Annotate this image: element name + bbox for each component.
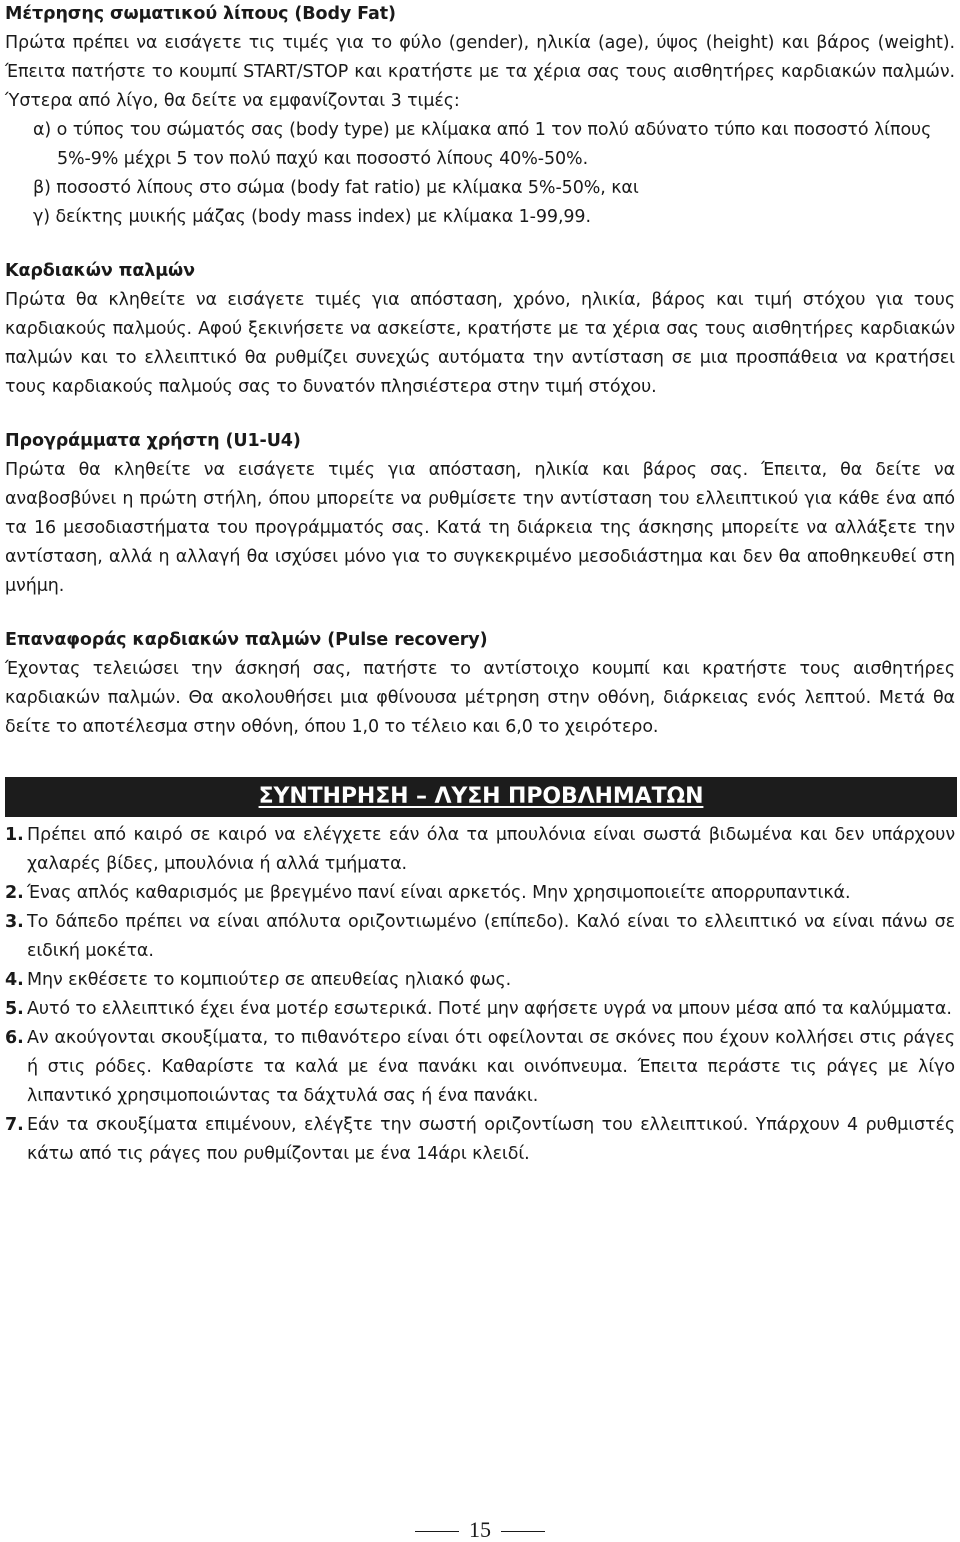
item-number: 4. (5, 970, 24, 990)
section-paragraph: Πρώτα θα κληθείτε να εισάγετε τιμές για απόσταση, χρόνο, ηλικία, βάρος και τιμή στόχου για τους καρδιακούς παλμούς. Αφού ξεκινήσετε να ασκείστε, κρατήστε με τα χέρια σας τους αισθητήρες καρδιακών παλμών και το ελλειπτικό θα ρυθμίζει συνεχώς αυτόματα την αντίσταση σε μια προσπάθεια να κρατήσει τους καρδιακούς παλμούς σας το δυνατόν πλησιέστερα στην τιμή στόχου. (5, 290, 955, 397)
item-number: 1. (5, 825, 24, 845)
footer-rule-right (501, 1531, 545, 1532)
item-text: Εάν τα σκουξίματα επιμένουν, ελέγξτε την σωστή οριζοντίωση του ελλειπτικού. Υπάρχουν 4 ρυθμιστές κάτω από τις ράγες που ρυθμίζονται με ένα 14άρι κλειδί. (27, 1115, 955, 1164)
list-item (5, 1111, 955, 1169)
item-text: Το δάπεδο πρέπει να είναι απόλυτα οριζοντιωμένο (επίπεδο). Καλό είναι το ελλειπτικό να είναι πάνω σε ειδική μοκέτα. (27, 912, 955, 961)
item-number: 2. (5, 883, 24, 903)
section-heading: Επαναφοράς καρδιακών παλμών (Pulse recovery) (5, 630, 488, 650)
section-heading: Μέτρησης σωματικού λίπους (Body Fat) (5, 4, 396, 24)
section-body-fat (5, 0, 955, 232)
item-text: Αυτό το ελλειπτικό έχει ένα μοτέρ εσωτερικά. Ποτέ μην αφήσετε υγρά να μπουν μέσα από τα καλύμματα. (27, 999, 952, 1019)
section-user-programs (5, 427, 955, 601)
footer-rule-left (415, 1531, 459, 1532)
list-item (5, 821, 955, 879)
list-item (5, 1024, 955, 1111)
item-number: 7. (5, 1115, 24, 1135)
list-item: α) ο τύπος του σώματός σας (body type) με κλίμακα από 1 τον πολύ αδύνατο τύπο και ποσοστό λίπους 5%-9% μέχρι 5 τον πολύ παχύ και ποσοστό λίπους 40%-50%. (33, 120, 932, 169)
page-number: 15 (469, 1517, 491, 1542)
section-heart-rate (5, 257, 955, 402)
section-paragraph: Έχοντας τελειώσει την άσκησή σας, πατήστε το αντίστοιχο κουμπί και κρατήστε τους αισθητήρες καρδιακών παλμών. Θα ακολουθήσει μια φθίνουσα μέτρηση στην οθόνη, διάρκειας ενός λεπτού. Μετά θα δείτε το αποτέλεσμα στην οθόνη, όπου 1,0 το τέλειο και 6,0 το χειρότερο. (5, 659, 955, 737)
item-number: 3. (5, 912, 24, 932)
item-text: Πρέπει από καιρό σε καιρό να ελέγχετε εάν όλα τα μπουλόνια είναι σωστά βιδωμένα και δεν υπάρχουν χαλαρές βίδες, μπουλόνια ή αλλά τμήματα. (27, 825, 955, 874)
list-item (5, 966, 955, 995)
item-text: Ένας απλός καθαρισμός με βρεγμένο πανί είναι αρκετός. Μην χρησιμοποιείτε απορρυπαντικά. (27, 883, 851, 903)
list-item: β) ποσοστό λίπους στο σώμα (body fat ratio) με κλίμακα 5%-50%, και (33, 178, 639, 198)
maintenance-list (5, 821, 955, 1169)
body-fat-values-list (5, 116, 955, 232)
section-paragraph: Πρώτα θα κληθείτε να εισάγετε τιμές για απόσταση, ηλικία και βάρος σας. Έπειτα, θα δείτε να αναβοσβύνει η πρώτη στήλη, όπου μπορείτε να ρυθμίσετε την αντίσταση του ελλειπτικού για κάθε ένα από τα 16 μεσοδιαστήματα του προγράμματός σας. Κατά τη διάρκεια της άσκησης μπορείτε να αλλάξετε την αντίσταση, αλλά η αλλαγή θα ισχύσει μόνο για το συγκεκριμένο μεσοδιάστημα και δεν θα αποθηκευθεί στη μνήμη. (5, 460, 955, 596)
item-text: Αν ακούγονται σκουξίματα, το πιθανότερο είναι ότι οφείλονται σε σκόνες που έχουν κολλήσει στις ράγες ή στις ρόδες. Καθαρίστε τα καλά με ένα πανάκι και οινόπνευμα. Έπειτα περάστε τις ράγες με λίγο λιπαντικό χρησιμοποιώντας τα δάχτυλά σας ή ένα πανάκι. (27, 1028, 955, 1106)
page-footer (0, 1518, 960, 1542)
page-content (5, 0, 955, 1169)
list-item (5, 908, 955, 966)
list-item (5, 995, 955, 1024)
banner-title: ΣΥΝΤΗΡΗΣΗ – ΛΥΣΗ ΠΡΟΒΛΗΜΑΤΩΝ (258, 784, 704, 809)
list-item (5, 879, 955, 908)
section-heading: Προγράμματα χρήστη (U1-U4) (5, 431, 301, 451)
section-paragraph: Πρώτα πρέπει να εισάγετε τις τιμές για το φύλο (gender), ηλικία (age), ύψος (height) και βάρος (weight). Έπειτα πατήστε το κουμπί START/STOP και κρατήστε με τα χέρια σας τους αισθητήρες καρδιακών παλμών. Ύστερα από λίγο, θα δείτε να εμφανίζονται 3 τιμές: (5, 33, 955, 111)
item-number: 6. (5, 1028, 24, 1048)
section-pulse-recovery (5, 626, 955, 742)
item-text: Μην εκθέσετε το κομπιούτερ σε απευθείας ηλιακό φως. (27, 970, 512, 990)
item-number: 5. (5, 999, 24, 1019)
maintenance-banner (5, 777, 957, 817)
section-heading: Καρδιακών παλμών (5, 261, 195, 281)
list-item: γ) δείκτης μυικής μάζας (body mass index) με κλίμακα 1-99,99. (33, 207, 591, 227)
